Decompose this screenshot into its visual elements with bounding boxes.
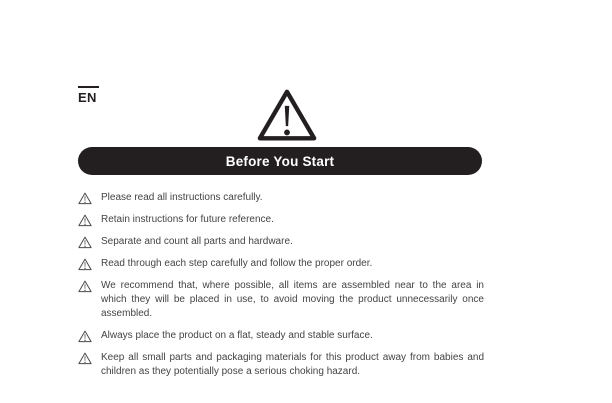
warning-triangle-icon [78,258,92,271]
warning-triangle-icon [78,352,92,365]
warning-triangle-icon [256,87,318,144]
list-item [78,351,484,379]
instruction-text: We recommend that, where possible, all items are assembled near to the area in which they will be placed in use, to avoid moving the product unnecessarily once assembled. [101,280,484,319]
instruction-list [78,191,484,387]
instruction-text: Please read all instructions carefully. [101,192,263,203]
language-label-overline [78,86,99,88]
warning-triangle-icon [78,280,92,293]
language-label-block [78,86,99,105]
list-item [78,213,484,227]
instruction-text: Retain instructions for future reference. [101,214,274,225]
warning-triangle-icon [78,330,92,343]
instruction-text: Separate and count all parts and hardware. [101,236,293,247]
section-title: Before You Start [225,153,335,169]
list-item [78,257,484,271]
list-item [78,235,484,249]
warning-triangle-icon [78,236,92,249]
warning-triangle-icon [78,192,92,205]
warning-triangle-icon [78,214,92,227]
list-item [78,191,484,205]
language-label: EN [78,90,97,105]
instruction-text: Always place the product on a flat, steady and stable surface. [101,330,373,341]
list-item [78,279,484,321]
instruction-text: Read through each step carefully and follow the proper order. [101,258,373,269]
instruction-text: Keep all small parts and packaging materials for this product away from babies and children as they potentially pose a serious choking hazard. [101,352,484,377]
section-title-banner [78,147,482,175]
list-item [78,329,484,343]
